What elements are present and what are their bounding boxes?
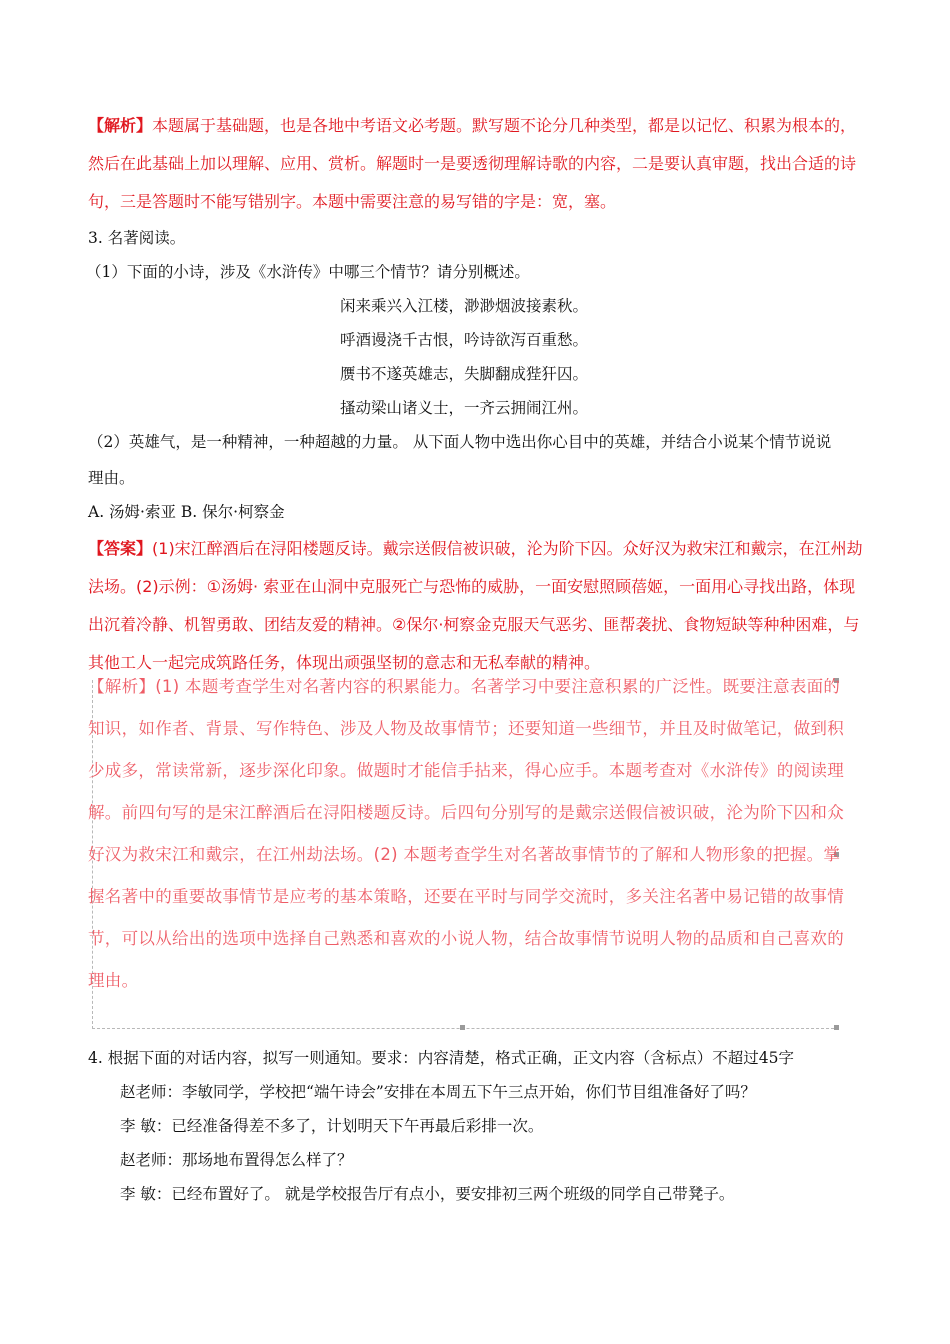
answer-text: (1)宋江醉酒后在浔阳楼题反诗。戴宗送假信被识破，沦为阶下囚。众好汉为救宋江和戴宗，在江州劫法场。(2)示例：①汤姆· 索亚在山洞中克服死亡与恐怖的威胁，一面安慰照顾蓓姬，一面用心寻找出路，体现出沉着冷静、机智勇敢、团结友爱的精神。②保尔·柯察金克服天气恶劣、匪帮袭扰、食物短缺等种种困难，与其他工人一起完成筑路任务，体现出顽强坚韧的意志和无私奉献的精神。: [88, 539, 863, 672]
analysis-text: 本题属于基础题，也是各地中考语文必考题。默写题不论分几种类型，都是以记忆、积累为根本的，然后在此基础上加以理解、应用、赏析。解题时一是要透彻理解诗歌的内容，二是要认真审题，找出合适的诗句，三是答题时不能写错别字。本题中需要注意的易写错的字是：宽，塞。: [88, 116, 857, 211]
dialog-line-4: 李 敏：已经布置好了。 就是学校报告厅有点小，要安排初三两个班级的同学自己带凳子。: [120, 1185, 735, 1203]
dialog-line-1: 赵老师：李敏同学，学校把“端午诗会”安排在本周五下午三点开始，你们节目组准备好了吗？: [120, 1083, 756, 1101]
resize-handle-bottom-right[interactable]: [834, 1025, 839, 1030]
answer-paragraph: [88, 530, 868, 682]
answer-tag: 【答案】: [88, 539, 153, 558]
poem-line-4: 搔动梁山诸义士，一齐云拥闹江州。: [340, 399, 589, 417]
resize-handle-bottom[interactable]: [460, 1025, 465, 1030]
question-3-sub2-line2: 理由。: [88, 469, 135, 487]
question-3-title: 3. 名著阅读。: [88, 229, 186, 247]
analysis-tag: 【解析】: [88, 116, 153, 135]
dialog-line-3: 赵老师：那场地布置得怎么样了？: [120, 1151, 353, 1169]
analysis-paragraph-1: [88, 107, 868, 221]
analysis-paragraph-2: 【解析】(1) 本题考查学生对名著内容的积累能力。名著学习中要注意积累的广泛性。既要注意表面的知识，如作者、背景、写作特色、涉及人物及故事情节；还要知道一些细节，并且及时做笔记，做到积少成多，常读常新，逐步深化印象。做题时才能信手拈来，得心应手。本题考查对《水浒传》的阅读理解。前四句写的是宋江醉酒后在浔阳楼题反诗。后四句分别写的是戴宗送假信被识破，沦为阶下囚和众好汉为救宋江和戴宗，在江州劫法场。(2) 本题考查学生对名著故事情节的了解和人物形象的把握。掌握名著中的重要故事情节是应考的基本策略，还要在平时与同学交流时，多关注名著中易记错的故事情节，可以从给出的选项中选择自己熟悉和喜欢的小说人物，结合故事情节说明人物的品质和自己喜欢的理由。: [88, 677, 844, 990]
poem-line-1: 闲来乘兴入江楼，渺渺烟波接素秋。: [340, 297, 589, 315]
question-3-sub1: （1）下面的小诗，涉及《水浒传》中哪三个情节？请分别概述。: [86, 263, 530, 281]
question-3-options: A. 汤姆·索亚 B. 保尔·柯察金: [88, 503, 285, 521]
poem-line-2: 呼酒谩浇千古恨，吟诗欲泻百重愁。: [340, 331, 589, 349]
poem-line-3: 赝书不遂英雄志，失脚翻成狴犴囚。: [340, 365, 589, 383]
question-3-sub2-line1: （2）英雄气，是一种精神，一种超越的力量。 从下面人物中选出你心目中的英雄，并结合小说某个情节说说: [88, 433, 832, 451]
dialog-line-2: 李 敏：已经准备得差不多了，计划明天下午再最后彩排一次。: [120, 1117, 544, 1135]
question-4-title: 4. 根据下面的对话内容，拟写一则通知。要求：内容清楚，格式正确，正文内容（含标点）不超过45字: [88, 1049, 794, 1067]
